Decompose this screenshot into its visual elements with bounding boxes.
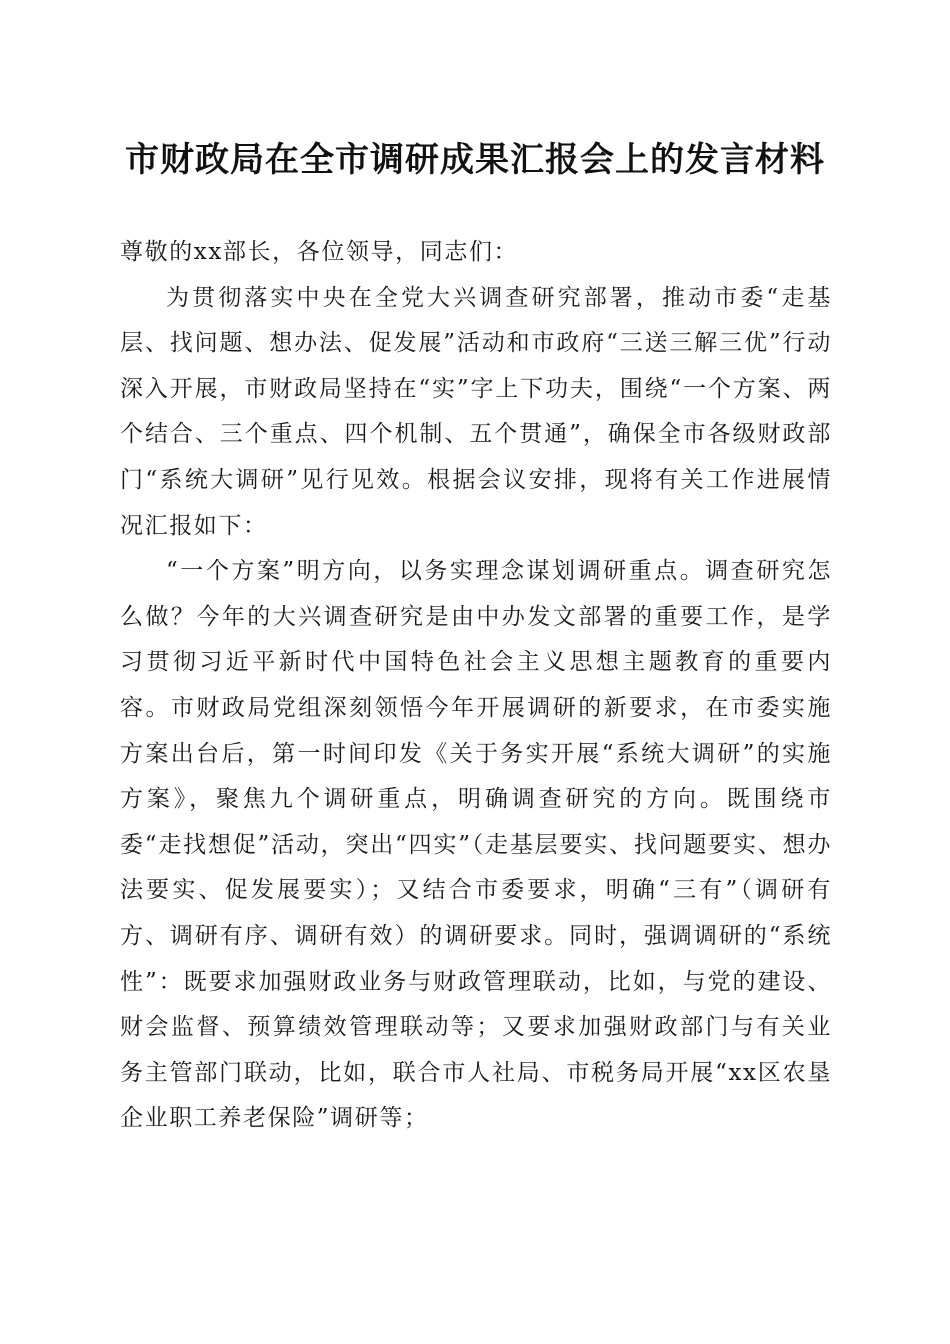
paragraph-one-plan: “一个方案”明方向，以务实理念谋划调研重点。调查研究怎么做？今年的大兴调查研究是由中办发文部署的重要工作，是学习贯彻习近平新时代中国特色社会主义思想主题教育的重要内容。市财政局党组深刻领悟今年开展调研的新要求，在市委实施方案出台后，第一时间印发《关于务实开展“系统大调研”的实施方案》，聚焦九个调研重点，明确调查研究的方向。既围绕市委“走找想促”活动，突出“四实”（走基层要实、找问题要实、想办法要实、促发展要实）；又结合市委要求，明确“三有”（调研有方、调研有序、调研有效）的调研要求。同时，强调调研的“系统性”：既要求加强财政业务与财政管理联动，比如，与党的建设、财会监督、预算绩效管理联动等；又要求加强财政部门与有关业务主管部门联动，比如，联合市人社局、市税务局开展“xx区农垦企业职工养老保险”调研等； xyxy=(120,558,832,1132)
document-body xyxy=(120,230,832,1142)
salutation: 尊敬的xx部长，各位领导，同志们： xyxy=(120,239,519,265)
paragraph-intro: 为贯彻落实中央在全党大兴调查研究部署，推动市委“走基层、找问题、想办法、促发展”活动和市政府“三送三解三优”行动深入开展，市财政局坚持在“实”字上下功夫，围绕“一个方案、两个结合、三个重点、四个机制、五个贯通”，确保全市各级财政部门“系统大调研”见行见效。根据会议安排，现将有关工作进展情况汇报如下： xyxy=(120,284,832,539)
document-title: 市财政局在全市调研成果汇报会上的发言材料 xyxy=(125,140,825,180)
